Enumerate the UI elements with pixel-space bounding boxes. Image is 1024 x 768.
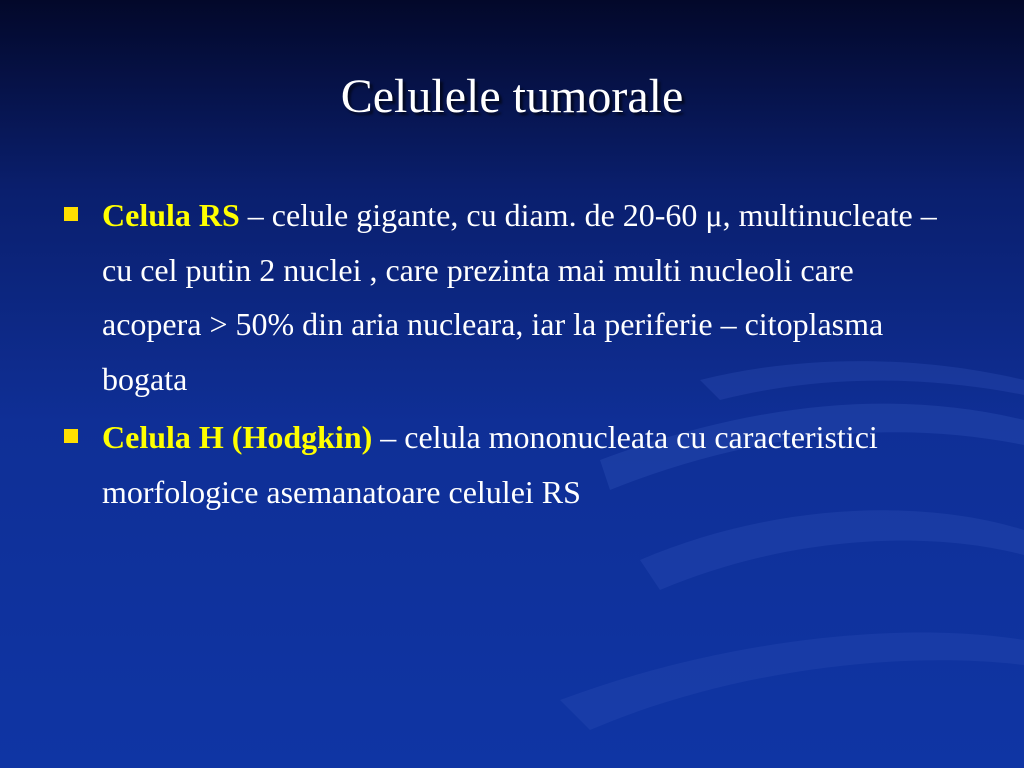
square-bullet-icon xyxy=(64,429,78,443)
bullet-item-celula-rs xyxy=(60,188,960,406)
bullet-term: Celula RS xyxy=(102,197,240,233)
square-bullet-icon xyxy=(64,207,78,221)
bullet-term: Celula H (Hodgkin) xyxy=(102,419,373,455)
bullet-text: – celula mononucleata cu caracteristici morfologice asemanatoare celulei RS xyxy=(102,419,878,510)
slide-title: Celulele tumorale xyxy=(340,70,684,123)
bullet-item-celula-h xyxy=(60,410,960,519)
bullet-list xyxy=(60,188,960,523)
bullet-text: – celule gigante, cu diam. de 20-60 μ, multinucleate – cu cel putin 2 nuclei , care prezinta mai multi nucleoli care acopera > 50% din aria nucleara, iar la periferie – citoplasma bogata xyxy=(102,197,937,397)
